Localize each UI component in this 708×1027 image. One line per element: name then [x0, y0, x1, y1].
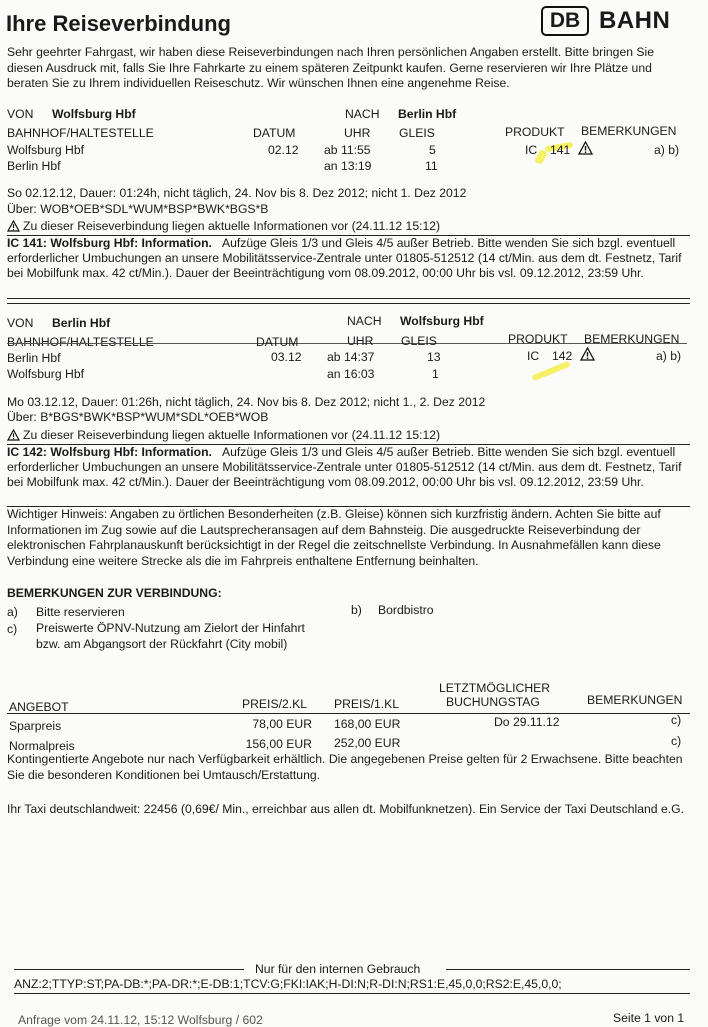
warning-icon [7, 429, 20, 444]
label-produkt: PRODUKT [508, 332, 568, 346]
remarks-title: BEMERKUNGEN ZUR VERBINDUNG: [7, 586, 222, 600]
offer-col-last-booking: LETZTMÖGLICHER [439, 681, 551, 695]
arrival-time: an 16:03 [327, 367, 375, 381]
product-remarks: a) b) [654, 143, 680, 157]
divider [7, 303, 690, 304]
offer-remarks: c) [671, 734, 682, 748]
remark-text-b: Bordbistro [378, 603, 434, 617]
journey-summary: So 02.12.12, Dauer: 01:24h, nicht täglich, 24. Nov bis 8. Dez 2012; nicht 1. Dez 2012 [7, 186, 467, 200]
offer-name: Normalpreis [9, 739, 75, 753]
product-type: IC [527, 349, 540, 363]
intro-text: Sehr geehrter Fahrgast, wir haben diese Reiseverbindungen nach Ihren persönlichen Angaben erstellt. Bitte bringen Sie diesen Ausdruck mit, falls Sie Ihre Fahrkarte zu einem späteren Zeitpunkt kaufen. Gerne reservieren wir Ihre Plätze und beraten Sie zu Ihrem individuellen Reiseschutz. Wir wünschen Ihnen eine angenehme Reise. [7, 45, 655, 91]
journey-summary: Mo 03.12.12, Dauer: 01:26h, nicht täglich, 24. Nov bis 8. Dez 2012; nicht 1., 2. Dez 2012 [7, 395, 486, 409]
journey-notice [7, 428, 440, 444]
journey-to: Berlin Hbf [398, 107, 457, 121]
journey-to: Wolfsburg Hbf [400, 314, 484, 328]
page-title: Ihre Reiseverbindung [6, 11, 231, 36]
notice-text: Zu dieser Reiseverbindung liegen aktuelle Informationen vor (24.11.12 15:12) [23, 219, 441, 233]
page-number: Seite 1 von 1 [613, 1011, 685, 1025]
offer-col-price1: PREIS/1.KL [334, 697, 400, 711]
info-text: Aufzüge Gleis 1/3 und Gleis 4/5 außer Betrieb. Bitte wenden Sie sich bzgl. eventuell erforderlicher Umbuchungen an unsere Mobilitätsservice-Zentrale unter 01805-512512 (14 ct/Min. aus dem dt. Festnetz, Tarif bei Mobilfunk max. 42 ct/Min.). Dauer der Beeinträchtigung vom 08.09.2012, 00:00 Uhr bis vsl. 09.12.2012, 23:59 Uhr. [7, 445, 682, 490]
notice-text: Zu dieser Reiseverbindung liegen aktuelle Informationen vor (24.11.12 15:12) [23, 428, 441, 442]
offer-price-2nd: 156,00 EUR [245, 737, 312, 751]
stop-departure: Wolfsburg Hbf [7, 143, 84, 157]
product-type: IC [525, 143, 538, 157]
remark-key-a: a) [7, 605, 18, 619]
marker-highlight [531, 361, 570, 382]
label-nach: NACH [347, 314, 382, 328]
label-bemerkungen: BEMERKUNGEN [581, 124, 677, 138]
warning-icon [580, 347, 595, 364]
product-number: 141 [550, 143, 571, 157]
label-von: VON [7, 107, 34, 121]
travel-date: 03.12 [271, 350, 302, 364]
departure-time: ab 14:37 [327, 350, 375, 364]
offers-note: Kontingentierte Angebote nur nach Verfügbarkeit erhältlich. Die angegebenen Preise gelten für 2 Erwachsene. Bitte beachten Sie die besonderen Konditionen bei Umtausch/Erstattung. [7, 752, 683, 782]
label-station: BAHNHOF/HALTESTELLE [7, 126, 154, 140]
departure-track: 5 [429, 143, 436, 157]
bahn-wordmark: BAHN [599, 7, 671, 34]
divider [7, 713, 690, 714]
offer-last-booking: Do 29.11.12 [494, 715, 560, 729]
offer-name: Sparpreis [9, 719, 62, 733]
internal-use-label: Nur für den internen Gebrauch [255, 962, 421, 976]
label-uhr: UHR [347, 334, 374, 348]
label-datum: DATUM [253, 126, 296, 140]
arrival-track: 1 [432, 367, 439, 381]
journey-from: Wolfsburg Hbf [52, 107, 136, 121]
internal-codes: ANZ:2;TTYP:ST;PA-DB:*;PA-DR:*;E-DB:1;TCV:G;FKI:IAK;H-DI:N;R-DI:N;RS1:E,45,0,0;RS2:E,45,0,0; [14, 977, 562, 991]
label-nach: NACH [345, 107, 380, 121]
stop-arrival: Berlin Hbf [7, 159, 61, 173]
departure-track: 13 [427, 350, 441, 364]
label-produkt: PRODUKT [505, 125, 565, 139]
remark-text-c: Preiswerte ÖPNV-Nutzung am Zielort der Hinfahrt [36, 621, 305, 635]
remark-key-c: c) [7, 622, 18, 636]
arrival-track: 11 [425, 159, 438, 173]
stop-arrival: Wolfsburg Hbf [7, 367, 84, 381]
journey-info [7, 445, 690, 491]
warning-icon [7, 220, 20, 235]
taxi-info: Ihr Taxi deutschlandweit: 22456 (0,69€/ Min., erreichbar aus allen dt. Mobilfunknetzen). Ein Service der Taxi Deutschland e.G. [7, 802, 684, 816]
journey-via: Über: B*BGS*BWK*BSP*WUM*SDL*OEB*WOB [7, 410, 269, 424]
info-title: IC 142: Wolfsburg Hbf: Information. [7, 445, 212, 459]
label-von: VON [7, 316, 34, 330]
label-bemerkungen: BEMERKUNGEN [584, 332, 680, 346]
offer-remarks: c) [671, 713, 682, 727]
label-datum: DATUM [256, 335, 299, 349]
offer-col-angebot: ANGEBOT [9, 700, 69, 714]
offer-col-remarks: BEMERKUNGEN [587, 693, 683, 707]
label-gleis: GLEIS [401, 334, 437, 348]
offer-price-1st: 252,00 EUR [334, 736, 401, 750]
journey-via: Über: WOB*OEB*SDL*WUM*BSP*BWK*BGS*B [7, 202, 269, 216]
info-title: IC 141: Wolfsburg Hbf: Information. [7, 236, 212, 250]
product-number: 142 [552, 349, 573, 363]
db-logo-box: DB [541, 6, 589, 36]
info-text: Aufzüge Gleis 1/3 und Gleis 4/5 außer Betrieb. Bitte wenden Sie sich bzgl. eventuell erforderlicher Umbuchungen an unsere Mobilitätsservice-Zentrale unter 01805-512512 (14 ct/Min. aus dem dt. Festnetz, Tarif bei Mobilfunk max. 42 ct/Min.). Dauer der Beeinträchtigung vom 08.09.2012, 00:00 Uhr bis vsl. 09.12.2012, 23:59 Uhr. [7, 236, 682, 281]
offer-col-price2: PREIS/2.KL [242, 697, 308, 711]
remark-text-a: Bitte reservieren [36, 605, 125, 619]
offer-price-2nd: 78,00 EUR [252, 717, 312, 731]
journey-notice [7, 219, 440, 235]
offer-col-last-booking-2: BUCHUNGSTAG [446, 695, 540, 709]
divider [7, 298, 690, 299]
request-info: Anfrage vom 24.11.12, 15:12 Wolfsburg / 602 [18, 1013, 263, 1027]
departure-time: ab 11:55 [324, 143, 371, 157]
label-gleis: GLEIS [399, 126, 435, 140]
product-remarks: a) b) [656, 349, 682, 363]
important-note: Wichtiger Hinweis: Angaben zu örtlichen Besonderheiten (z.B. Gleise) können sich kurzfristig ändern. Achten Sie bitte auf Informationen im Zug sowie auf die Lautsprecheransagen auf dem Bahnsteig. Die ausgedruckte Reiseverbindung der elektronischen Fahrplanauskunft berücksichtigt in der Regel die zeitschnellste Verbindung. In Ausnahmefällen kann diese Verbindung eine weitere Strecke als die im Fahrpreis enthaltene Entfernung beinhalten. [7, 507, 661, 568]
label-station: BAHNHOF/HALTESTELLE [7, 335, 154, 349]
remark-text-c-cont: bzw. am Abgangsort der Rückfahrt (City mobil) [36, 637, 288, 651]
warning-icon [578, 141, 593, 158]
journey-info [7, 236, 690, 282]
remark-key-b: b) [351, 603, 362, 617]
arrival-time: an 13:19 [324, 159, 372, 173]
offer-price-1st: 168,00 EUR [334, 717, 401, 731]
stop-departure: Berlin Hbf [7, 351, 61, 365]
travel-date: 02.12 [268, 143, 299, 157]
journey-from: Berlin Hbf [52, 316, 111, 330]
label-uhr: UHR [344, 126, 371, 140]
